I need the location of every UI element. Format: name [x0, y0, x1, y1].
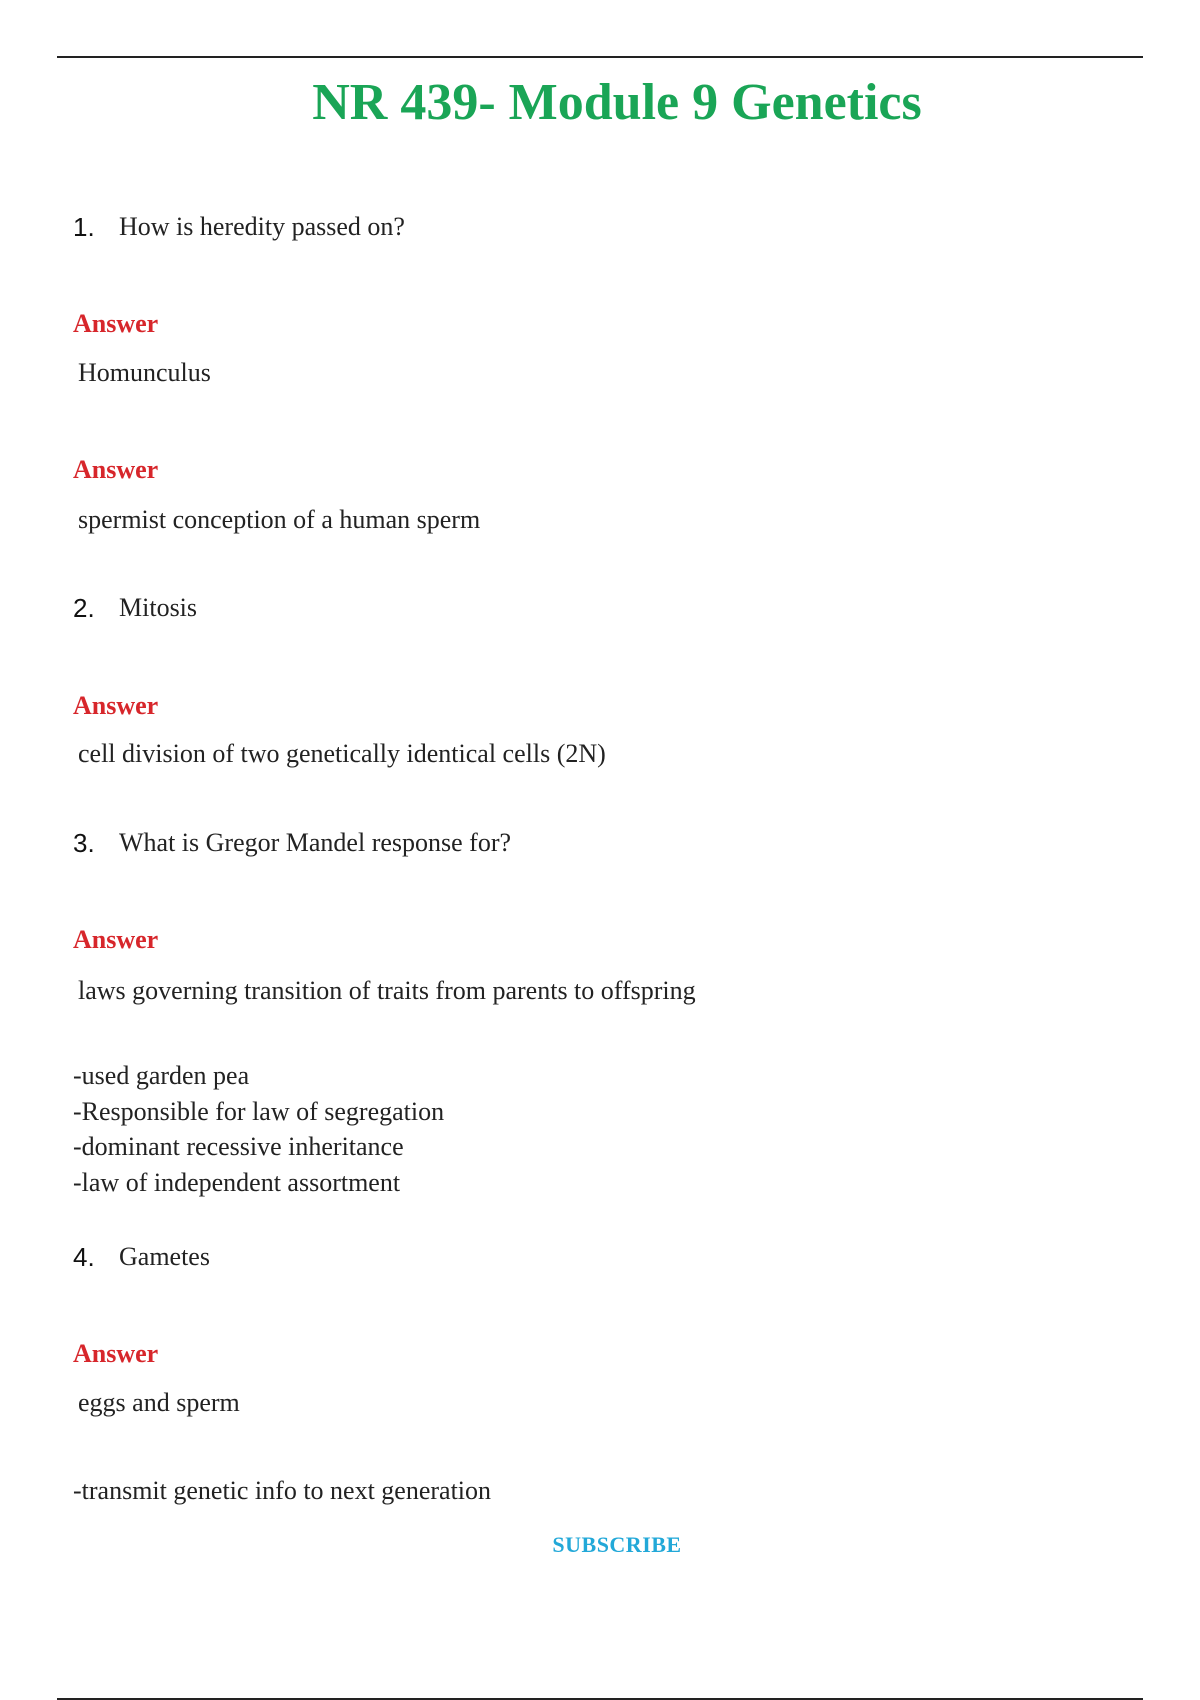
question-2	[73, 588, 197, 628]
answer-note: -used garden pea	[73, 1061, 250, 1090]
answer-label: Answer	[73, 455, 159, 484]
answer-text: spermist conception of a human sperm	[78, 505, 481, 534]
answer-note: -law of independent assortment	[73, 1168, 401, 1197]
answer-note: -dominant recessive inheritance	[73, 1132, 404, 1161]
answer-label: Answer	[73, 309, 159, 338]
answer-label: Answer	[73, 691, 159, 720]
question-number: 3.	[73, 828, 95, 859]
answer-note: -Responsible for law of segregation	[73, 1097, 445, 1126]
question-number: 2.	[73, 593, 95, 624]
question-number: 1.	[73, 212, 95, 243]
question-1	[73, 207, 405, 247]
answer-label: Answer	[73, 1339, 159, 1368]
answer-text: cell division of two genetically identical cells (2N)	[78, 739, 606, 768]
answer-label: Answer	[73, 925, 159, 954]
subscribe-link[interactable]: SUBSCRIBE	[552, 1532, 682, 1557]
question-number: 4.	[73, 1242, 95, 1273]
document-title: NR 439- Module 9 Genetics	[312, 74, 922, 131]
question-text: Mitosis	[119, 593, 198, 623]
answer-note: -transmit genetic info to next generation	[73, 1476, 492, 1505]
answer-text: laws governing transition of traits from parents to offspring	[78, 976, 696, 1005]
top-rule	[57, 56, 1143, 58]
answer-text: eggs and sperm	[78, 1388, 240, 1417]
question-3	[73, 823, 511, 863]
answer-text: Homunculus	[78, 358, 211, 387]
question-4	[73, 1237, 210, 1277]
question-text: What is Gregor Mandel response for?	[119, 828, 512, 858]
question-text: How is heredity passed on?	[119, 212, 405, 242]
question-text: Gametes	[119, 1242, 210, 1272]
